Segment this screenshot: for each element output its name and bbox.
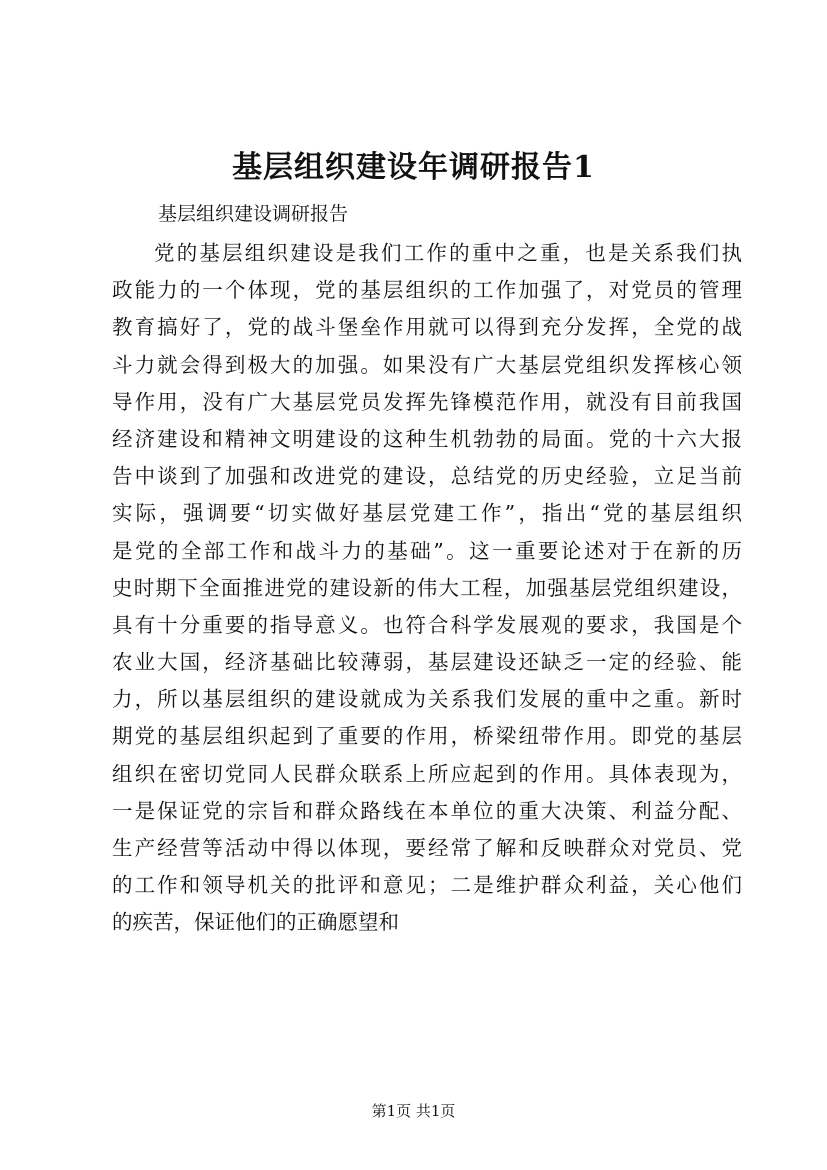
document-subtitle: 基层组织建设调研报告 [158, 203, 349, 225]
page-footer: 第1页 共1页 [371, 1102, 456, 1120]
body-line: 导作用，没有广大基层党员发挥先锋模范作用，就没有目前我国 [112, 389, 742, 414]
body-line: 教育搞好了，党的战斗堡垒作用就可以得到充分发挥，全党的战 [112, 315, 742, 340]
body-line: 史时期下全面推进党的建设新的伟大工程，加强基层党组织建设， [112, 575, 742, 600]
body-line: 期党的基层组织起到了重要的作用，桥梁纽带作用。即党的基层 [112, 724, 742, 749]
body-line: 经济建设和精神文明建设的这种生机勃勃的局面。党的十六大报 [112, 426, 742, 451]
body-line: 农业大国，经济基础比较薄弱，基层建设还缺乏一定的经验、能 [112, 650, 742, 675]
body-line: 是党的全部工作和战斗力的基础”。这一重要论述对于在新的历 [112, 538, 742, 563]
body-line: 的工作和领导机关的批评和意见；二是维护群众利益，关心他们 [112, 873, 742, 898]
body-line: 实际，强调要“切实做好基层党建工作”，指出“党的基层组织 [112, 501, 742, 526]
body-line: 组织在密切党同人民群众联系上所应起到的作用。具体表现为， [112, 761, 742, 786]
body-line: 党的基层组织建设是我们工作的重中之重，也是关系我们执 [154, 241, 742, 265]
body-line: 力，所以基层组织的建设就成为关系我们发展的重中之重。新时 [112, 687, 742, 712]
body-text [112, 235, 742, 942]
body-line: 生产经营等活动中得以体现，要经常了解和反映群众对党员、党 [112, 836, 742, 860]
body-line: 一是保证党的宗旨和群众路线在本单位的重大决策、利益分配、 [112, 798, 742, 823]
body-line: 斗力就会得到极大的加强。如果没有广大基层党组织发挥核心领 [112, 352, 742, 377]
body-line: 告中谈到了加强和改进党的建设，总结党的历史经验，立足当前 [112, 464, 742, 489]
document-title: 基层组织建设年调研报告1 [232, 150, 595, 185]
body-line: 具有十分重要的指导意义。也符合科学发展观的要求，我国是个 [112, 612, 742, 637]
body-line: 政能力的一个体现，党的基层组织的工作加强了，对党员的管理 [112, 278, 742, 303]
body-line: 的疾苦，保证他们的正确愿望和 [112, 910, 399, 935]
